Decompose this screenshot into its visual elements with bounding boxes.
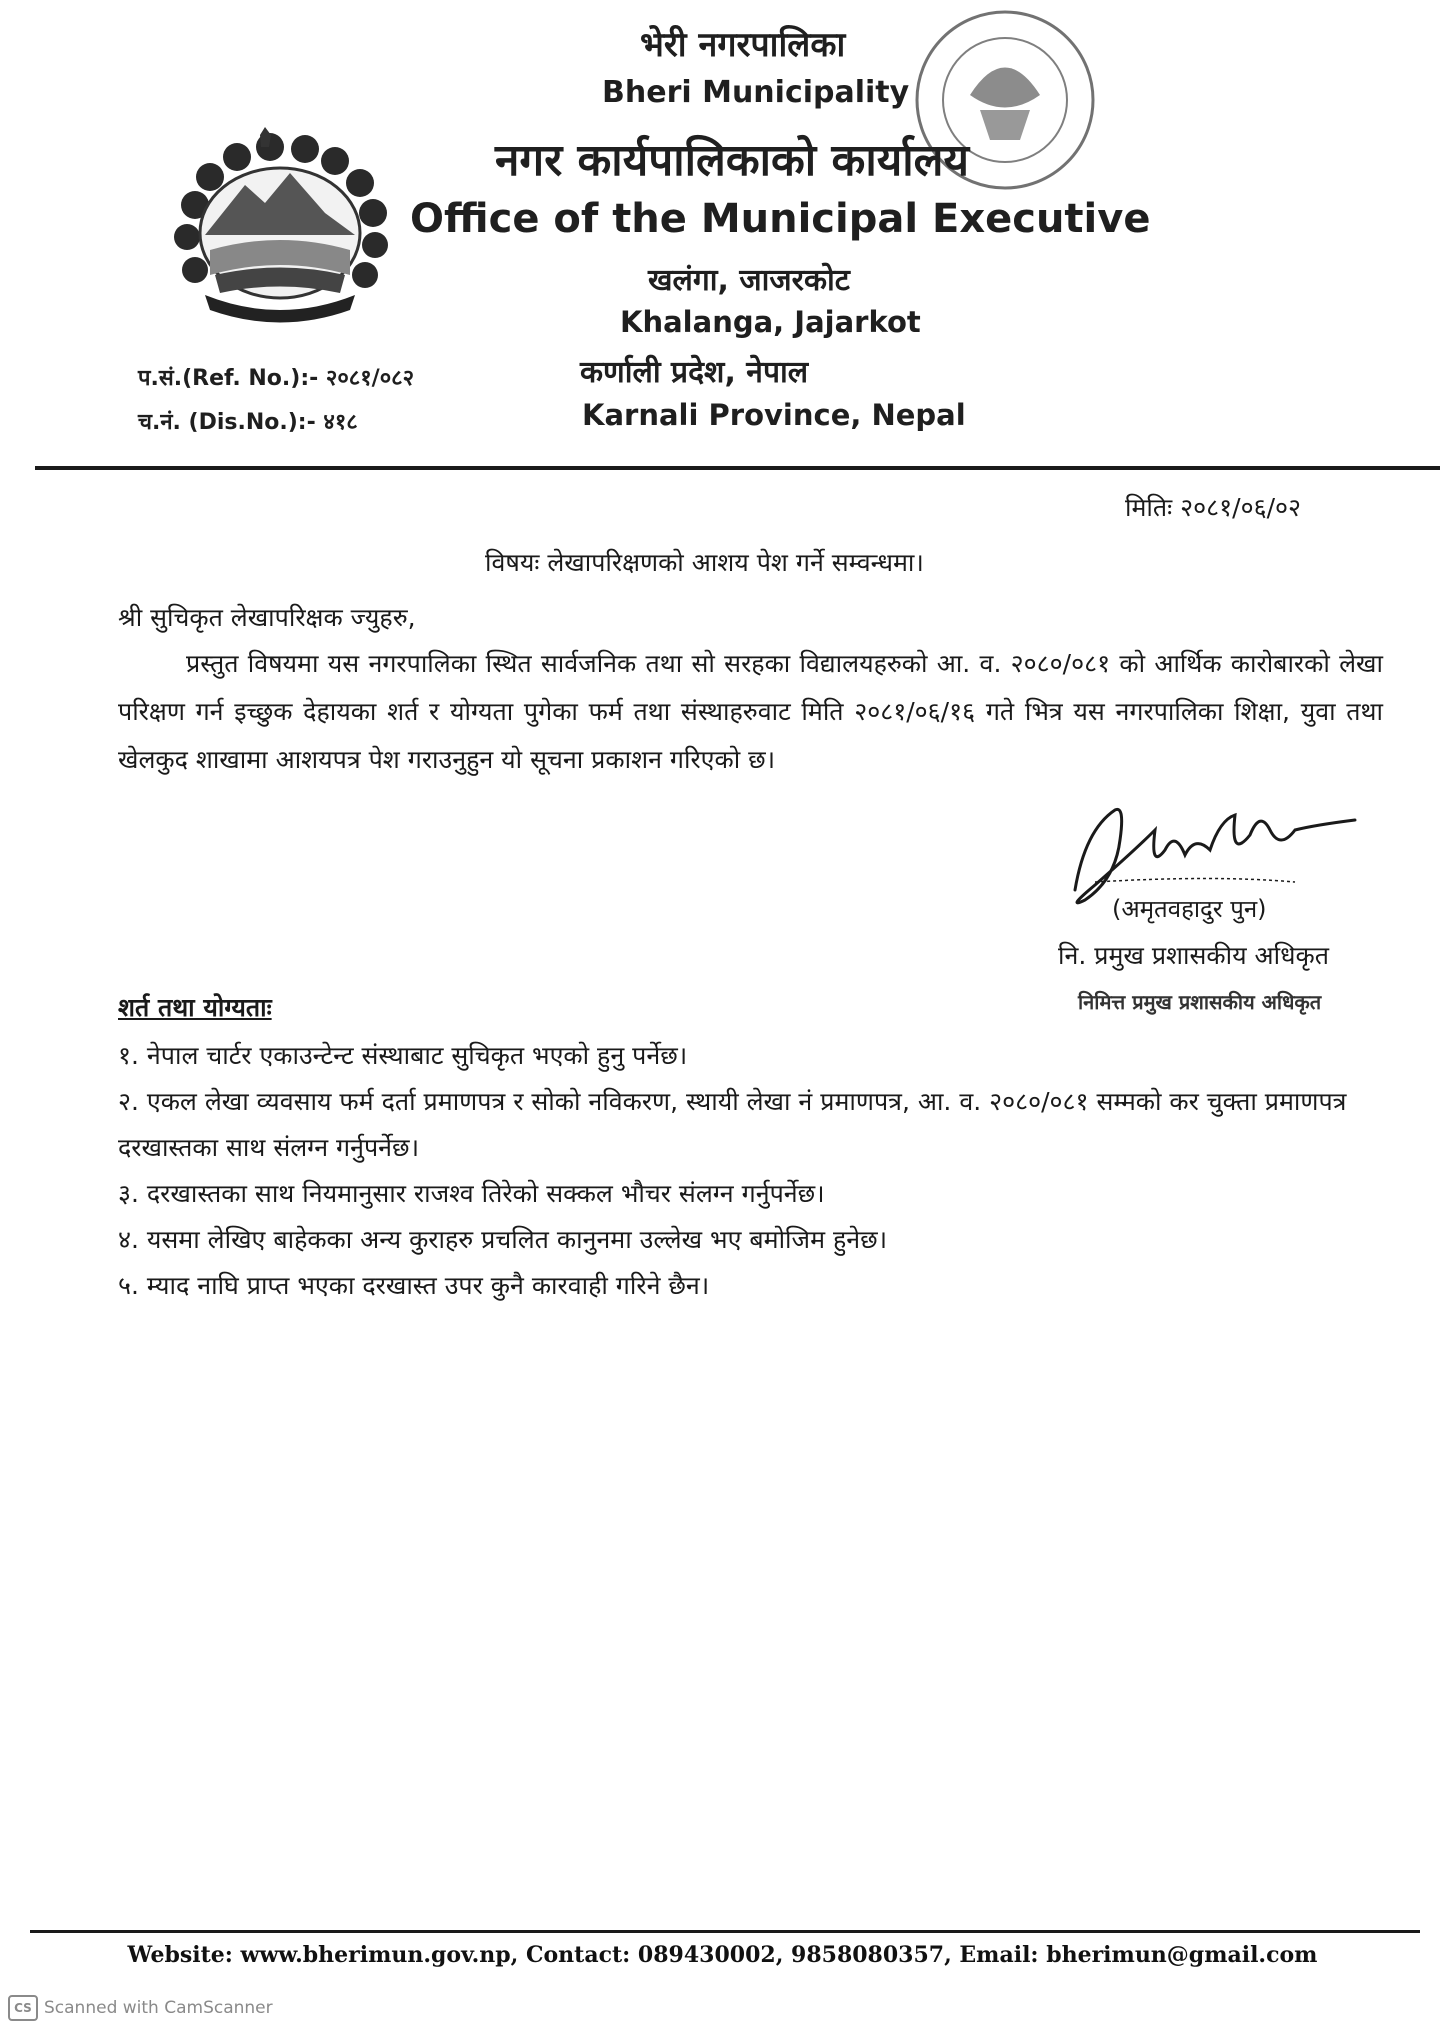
condition-item: ४. यसमा लेखिए बाहेकका अन्य कुराहरु प्रचलित कानुनमा उल्लेख भए बमोजिम हुनेछ।	[118, 1225, 888, 1254]
office-name-nepali: नगर कार्यपालिकाको कार्यालय	[495, 135, 969, 186]
header-divider	[35, 466, 1440, 470]
province-english: Karnali Province, Nepal	[582, 398, 966, 432]
nepal-government-emblem-icon	[165, 125, 395, 325]
municipality-name-nepali: भेरी नगरपालिका	[640, 25, 846, 65]
reference-number: प.सं.(Ref. No.):- २०८१/०८२	[138, 366, 415, 391]
municipality-name-english: Bheri Municipality	[602, 75, 910, 110]
signatory-name: (अमृतवहादुर पुन)	[1112, 895, 1267, 923]
footer-divider	[30, 1930, 1420, 1933]
footer-contact: Website: www.bherimun.gov.np, Contact: 089430002, 9858080357, Email: bherimun@gmail.com	[127, 1942, 1318, 1968]
conditions-list	[118, 1033, 1368, 1309]
signatory-stamp-text: निमित्त प्रमुख प्रशासकीय अधिकृत	[1078, 990, 1322, 1014]
letter-date: मितिः २०८१/०६/०२	[1125, 493, 1301, 522]
province-nepali: कर्णाली प्रदेश, नेपाल	[580, 355, 809, 390]
office-name-english: Office of the Municipal Executive	[410, 196, 1151, 242]
body-paragraph: प्रस्तुत विषयमा यस नगरपालिका स्थित सार्वजनिक तथा सो सरहका विद्यालयहरुको आ. व. २०८०/०८१ को आर्थिक कारोबारको लेखा परिक्षण गर्न इच्छुक देहायका शर्त र योग्यता पुगेका फर्म तथा संस्थाहरुवाट मिति २०८१/०६/१६ गते भित्र यस नगरपालिका शिक्षा, युवा तथा खेलकुद शाखामा आशयपत्र पेश गराउनुहुन यो सूचना प्रकाशन गरिएको छ।	[118, 649, 1383, 774]
condition-item: २. एकल लेखा व्यवसाय फर्म दर्ता प्रमाणपत्र र सोको नविकरण, स्थायी लेखा नं प्रमाणपत्र, आ. व. २०८०/०८१ सम्मको कर चुक्ता प्रमाणपत्र दरखास्तका साथ संलग्न गर्नुपर्नेछ।	[118, 1087, 1347, 1162]
condition-item: ३. दरखास्तका साथ नियमानुसार राजश्व तिरेको सक्कल भौचर संलग्न गर्नुपर्नेछ।	[118, 1179, 825, 1208]
dispatch-number: च.नं. (Dis.No.):- ४१८	[138, 410, 358, 435]
location-nepali: खलंगा, जाजरकोट	[648, 263, 850, 298]
letter-subject: विषयः लेखापरिक्षणको आशय पेश गर्ने सम्वन्धमा।	[485, 548, 924, 577]
condition-item: ५. म्याद नाघि प्राप्त भएका दरखास्त उपर कुनै कारवाही गरिने छैन।	[118, 1271, 710, 1300]
signatory-title: नि. प्रमुख प्रशासकीय अधिकृत	[1058, 941, 1329, 970]
location-english: Khalanga, Jajarkot	[620, 305, 921, 339]
camscanner-logo-icon: CS	[8, 1995, 38, 2021]
letter-salutation: श्री सुचिकृत लेखापरिक्षक ज्युहरु,	[118, 603, 416, 632]
scanner-watermark	[8, 1995, 273, 2021]
conditions-heading: शर्त तथा योग्यताः	[118, 993, 272, 1022]
scanner-watermark-text: Scanned with CamScanner	[44, 1998, 273, 2018]
condition-item: १. नेपाल चार्टर एकाउन्टेन्ट संस्थाबाट सुचिकृत भएको हुनु पर्नेछ।	[118, 1041, 688, 1070]
